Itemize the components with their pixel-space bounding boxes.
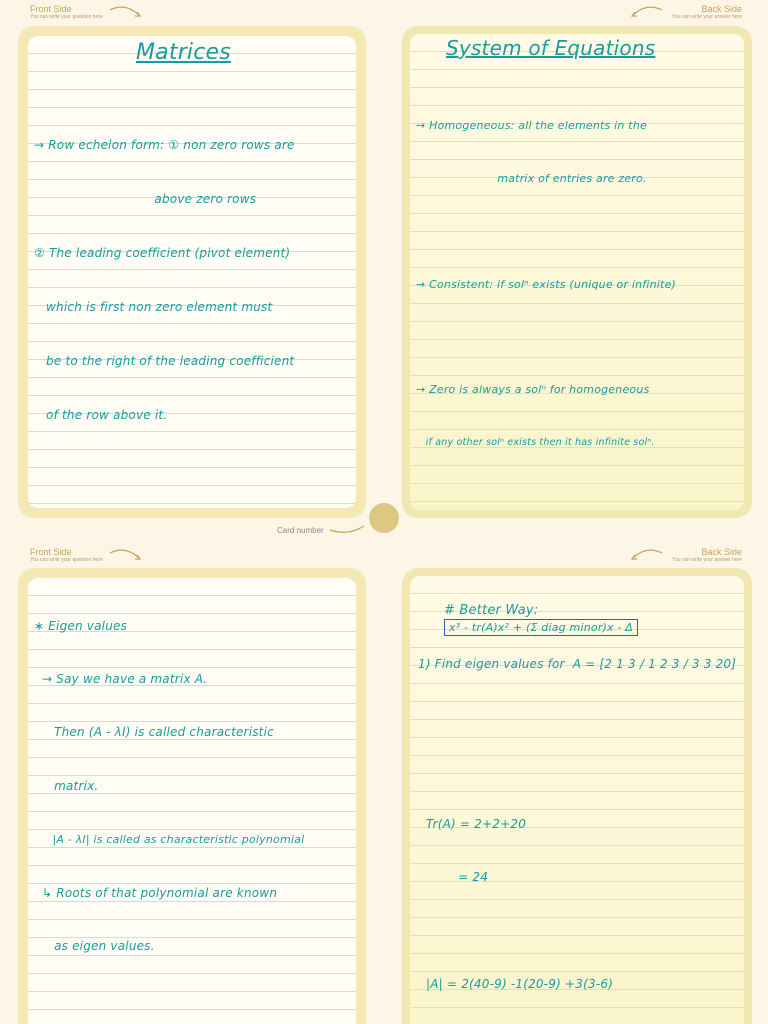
curved-arrow-icon [108,4,144,22]
back-side-label-bottom [672,547,742,563]
line: |A| = 2(40-9) -1(20-9) +3(3-6) [418,976,614,991]
line [416,223,686,241]
line: 1) Find eigen values for A = [2 1 3 / 1 2 3 / 3 3 20] [418,656,737,671]
line [34,991,304,1009]
front-side-title: Front Side [30,4,72,14]
card1-front-title: Matrices [136,40,231,65]
line: Then (A - λI) is called characteristic [34,725,274,740]
card2-front-text [34,582,304,1024]
line: matrix. [34,778,99,793]
card-number-circle-icon[interactable] [369,503,399,533]
line: be to the right of the leading coefficient [34,354,295,368]
front-side-subtitle: You can write your question here [30,557,103,563]
curved-arrow-icon [628,4,664,22]
back-side-title: Back Side [701,547,742,557]
line: Tr(A) = 2+2+20 [418,816,527,831]
line: ∗ Eigen values [34,618,128,633]
line: ② The leading coefficient (pivot element) [34,246,291,260]
card1-back-paper [410,34,744,510]
line [418,923,736,941]
card1-back-text [416,82,686,510]
card1-front[interactable] [18,26,366,518]
better-way-header: # Better Way: [444,602,539,618]
back-side-subtitle: You can write your answer here [672,14,742,20]
back-side-subtitle: You can write your answer here [672,557,742,563]
front-side-subtitle: You can write your question here [30,14,103,20]
line: → Homogeneous: all the elements in the [416,119,647,133]
line: → Say we have a matrix A. [34,671,208,686]
line: |A - λI| is called as characteristic polynomial [34,833,305,847]
front-side-title: Front Side [30,547,72,557]
back-side-label-top [672,4,742,20]
line: as eigen values. [34,938,155,953]
front-side-label-bottom [30,547,103,563]
line: matrix of entries are zero. [416,171,647,185]
card1-front-text [34,100,304,508]
line [416,328,686,346]
formula-box: x³ - tr(A)x² + (Σ diag minor)x - Δ [444,619,638,636]
curved-arrow-icon [108,547,144,565]
line: → Zero is always a solⁿ for homogeneous [416,383,650,397]
line: → Row echelon form: ① non zero rows are [34,138,295,152]
line: above zero rows [34,192,257,206]
line [34,460,304,478]
card2-front[interactable] [18,568,366,1024]
front-side-label-top [30,4,103,20]
line: of the row above it. [34,408,168,422]
card2-back-text [418,620,736,1024]
line: = 24 [418,870,489,885]
card1-back[interactable] [402,26,752,518]
line [418,709,736,727]
curved-arrow-icon [628,547,664,565]
back-side-title: Back Side [701,4,742,14]
card1-back-title: System of Equations [446,36,656,60]
line [416,487,686,505]
card2-back[interactable] [402,568,752,1024]
card-number-label: Card number [277,526,324,535]
line: → Consistent: if solⁿ exists (unique or infinite) [416,277,677,291]
card1-front-paper [28,36,356,508]
line: ↳ Roots of that polynomial are known [34,885,278,900]
line [418,762,736,780]
card2-back-paper [410,576,744,1024]
curved-arrow-icon [328,520,368,536]
line: if any other solⁿ exists then it has infinite solⁿ. [416,436,655,448]
line: which is first non zero element must [34,300,273,314]
card2-front-paper [28,578,356,1024]
